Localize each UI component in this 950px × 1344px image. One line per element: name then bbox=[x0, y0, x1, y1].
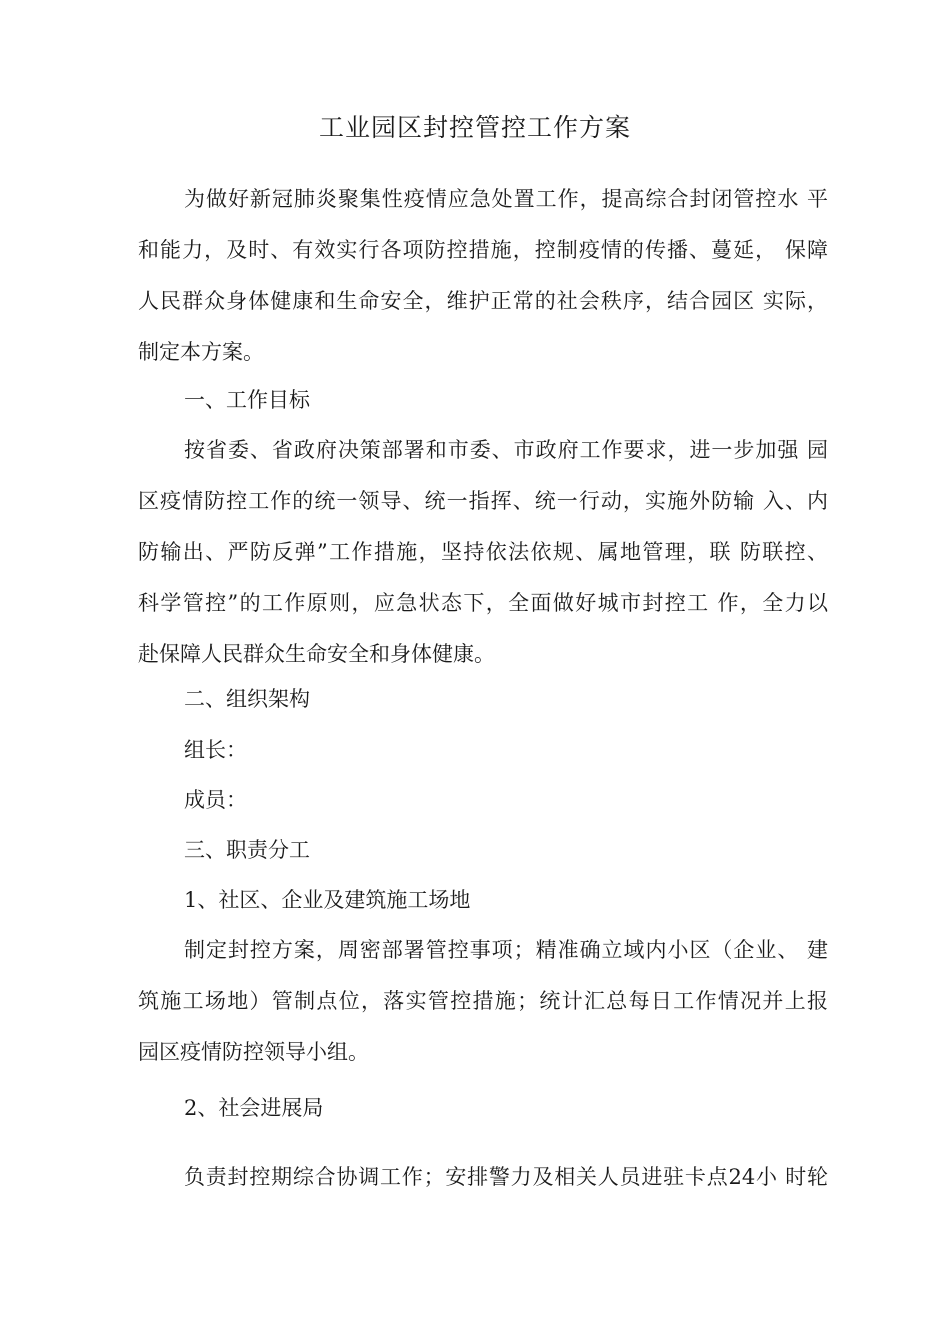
section-1-line-5: 赴保障人民群众生命安全和身体健康。 bbox=[138, 642, 495, 666]
item-1-line-1: 制定封控方案，周密部署管控事项；精准确立域内小区（企业、 建 bbox=[184, 938, 828, 962]
intro-line-2: 和能力，及时、有效实行各项防控措施，控制疫情的传播、蔓延， 保障 bbox=[138, 238, 828, 262]
section-1-line-4: 科学管控”的工作原则，应急状态下，全面做好城市封控工 作，全力以 bbox=[138, 591, 828, 615]
intro-paragraph bbox=[138, 174, 828, 378]
item-2-paragraph bbox=[138, 1152, 828, 1203]
intro-line-3: 人民群众身体健康和生命安全，维护正常的社会秩序，结合园区 实际， bbox=[138, 289, 828, 313]
section-1-line-2: 区疫情防控工作的统一领导、统一指挥、统一行动，实施外防输 入、内 bbox=[138, 489, 828, 513]
section-1-paragraph bbox=[138, 425, 828, 680]
leader-label: 组长： bbox=[184, 738, 247, 762]
section-1-line-3: 防输出、严防反弹”工作措施，坚持依法依规、属地管理，联 防联控、 bbox=[138, 540, 828, 564]
item-1-line-2: 筑施工场地）管制点位，落实管控措施；统计汇总每日工作情况并上报 bbox=[138, 989, 828, 1013]
section-1-heading: 一、工作目标 bbox=[184, 388, 310, 412]
item-2-line-1: 负责封控期综合协调工作；安排警力及相关人员进驻卡点24小 时轮 bbox=[184, 1165, 828, 1189]
section-2-heading: 二、组织架构 bbox=[184, 687, 310, 711]
members-label: 成员： bbox=[184, 788, 247, 812]
item-2-heading: 2、社会进展局 bbox=[184, 1096, 324, 1120]
item-1-line-3: 园区疫情防控领导小组。 bbox=[138, 1040, 369, 1064]
document-title: 工业园区封控管控工作方案 bbox=[318, 113, 631, 142]
intro-line-4: 制定本方案。 bbox=[138, 340, 264, 364]
section-1-line-1: 按省委、省政府决策部署和市委、市政府工作要求，进一步加强 园 bbox=[184, 438, 828, 462]
item-1-heading: 1、社区、企业及建筑施工场地 bbox=[184, 888, 471, 912]
item-1-paragraph bbox=[138, 925, 828, 1078]
intro-line-1: 为做好新冠肺炎聚集性疫情应急处置工作，提高综合封闭管控水 平 bbox=[184, 187, 828, 211]
section-3-heading: 三、职责分工 bbox=[184, 838, 310, 862]
